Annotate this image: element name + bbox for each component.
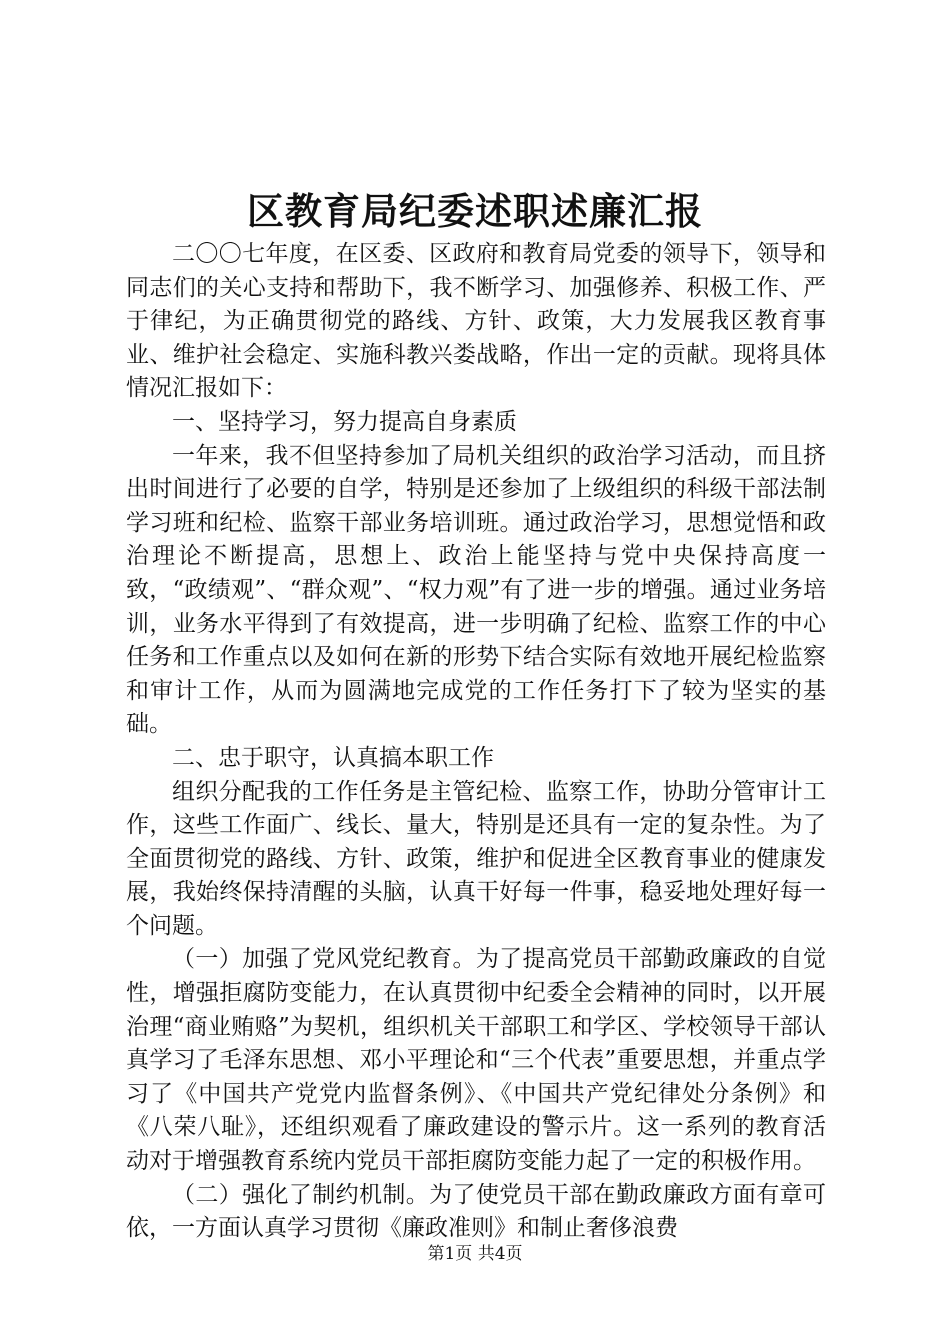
section-heading-1: 一、坚持学习，努力提高自身素质 [172, 408, 517, 435]
section-heading-2: 二、忠于职守，认真搞本职工作 [172, 744, 494, 771]
paragraph-study: 一年来，我不但坚持参加了局机关组织的政治学习活动，而且挤出时间进行了必要的自学，特别是还参加了上级组织的科级干部法制学习班和纪检、监察干部业务培训班。通过政治学习，思想觉悟和政治理论不断提高，思想上、政治上能坚持与党中央保持高度一致，“政绩观”、“群众观”、“权力观”有了进一步的增强。通过业务培训，业务水平得到了有效提高，进一步明确了纪检、监察工作的中心任务和工作重点以及如何在新的形势下结合实际有效地开展纪检监察和审计工作，从而为圆满地完成党的工作任务打下了较为坚实的基础。 [126, 442, 826, 738]
page-footer: 第1页 共4页 [427, 1244, 523, 1264]
document-title: 区教育局纪委述职述廉汇报 [247, 189, 703, 233]
paragraph-duties: 组织分配我的工作任务是主管纪检、监察工作，协助分管审计工作，这些工作面广、线长、量大，特别是还具有一定的复杂性。为了全面贯彻党的路线、方针、政策，维护和促进全区教育事业的健康发展，我始终保持清醒的头脑，认真干好每一件事，稳妥地处理好每一个问题。 [126, 778, 826, 939]
document-body [126, 238, 826, 1246]
paragraph-education: （一）加强了党风党纪教育。为了提高党员干部勤政廉政的自觉性，增强拒腐防变能力，在认真贯彻中纪委全会精神的同时，以开展治理“商业贿赂”为契机，组织机关干部职工和学区、学校领导干部认真学习了毛泽东思想、邓小平理论和“三个代表”重要思想，并重点学习了《中国共产党党内监督条例》、《中国共产党纪律处分条例》和《八荣八耻》，还组织观看了廉政建设的警示片。这一系列的教育活动对于增强教育系统内党员干部拒腐防变能力起了一定的积极作用。 [126, 946, 826, 1175]
paragraph-mechanism: （二）强化了制约机制。为了使党员干部在勤政廉政方面有章可依，一方面认真学习贯彻《廉政准则》和制止奢侈浪费 [126, 1181, 826, 1242]
paragraph-intro: 二〇〇七年度，在区委、区政府和教育局党委的领导下，领导和同志们的关心支持和帮助下，我不断学习、加强修养、积极工作、严于律纪，为正确贯彻党的路线、方针、政策，大力发展我区教育事业、维护社会稳定、实施科教兴娄战略，作出一定的贡献。现将具体情况汇报如下： [126, 241, 826, 402]
